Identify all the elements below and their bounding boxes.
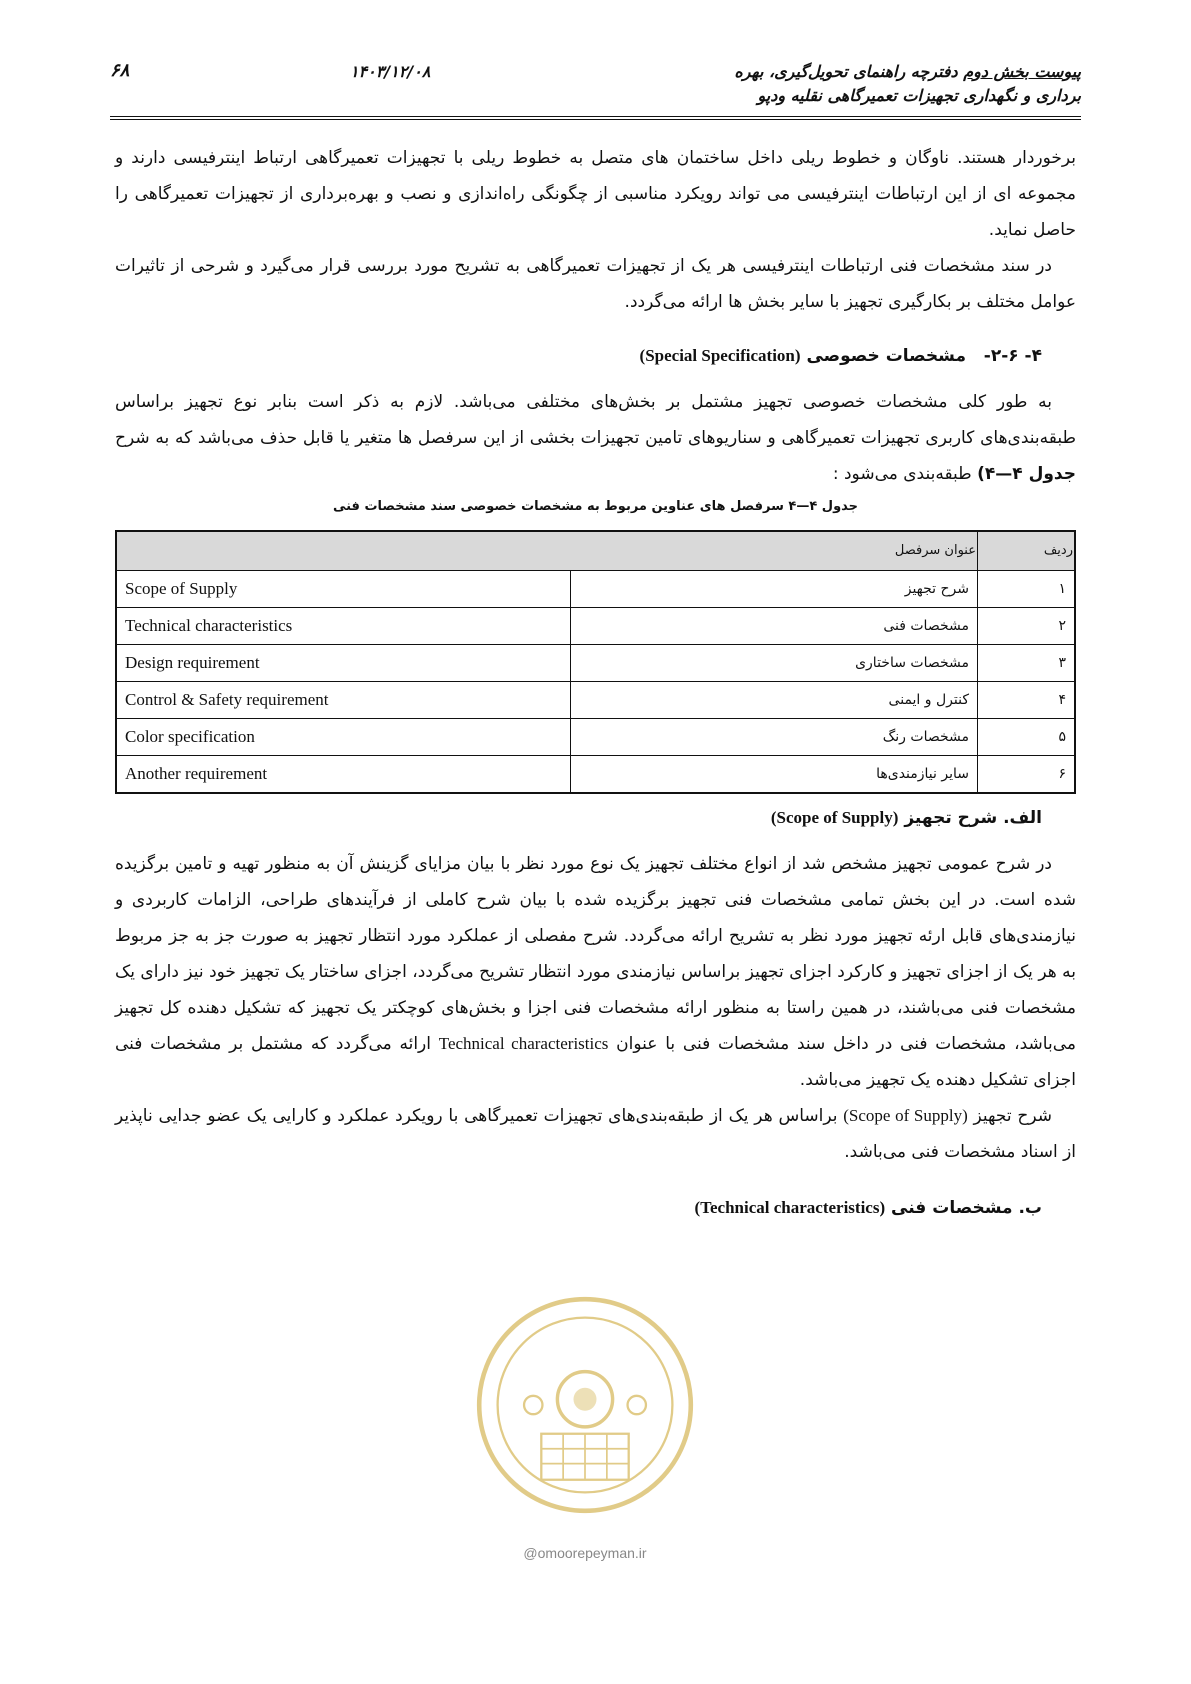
section-paragraph-text: به طور کلی مشخصات خصوصی تجهیز مشتمل بر بخش‌های مختلفی می‌باشد. لازم به ذکر است بنابر نوع تجهیز براساس طبقه‌بندی‌های کاربری تجهیزات تعمیرگاهی و سناریوهای تامین تجهیزات بخشی از این سرفصل ها متغیر یا قابل حذف می‌باشد که به شرح — [115, 392, 1076, 448]
row-title-fa: شرح تجهیز — [571, 571, 978, 608]
row-number: ۵ — [978, 719, 1076, 756]
subsection-a-text: در شرح عمومی تجهیز مشخص شد از انواع مختلف تجهیز یک نوع مورد نظر با بیان مزایای گزینش آن به منظور تهیه و تامین برگزیده شده است. در این بخش تمامی مشخصات فنی تجهیز برگزیده شده با بیان شرح کاملی از فرآیندهای طراحی، الزامات کاربردی و نیازمندی‌های قابل ارئه تجهیز مورد نظر به تشریح ارائه می‌گردد. شرح مفصلی از عملکرد مورد انتظار تجهیز به صورت جز به جز مربوط به هر یک از اجزای تجهیز و کارکرد اجزای تجهیز براساس نیازمندی مورد انتظار تشریح می‌گردد، اجزای ساختار یک تجهیز خود نیز دارای یک مشخصات فنی می‌باشند، در همین راستا به منظور ارائه مشخصات فنی اجزا و بخش‌های کوچکتر یک تجهیز که تشکیل دهنده کل تجهیز می‌باشد، مشخصات فنی در داخل سند مشخصات فنی با عنوان — [115, 854, 1076, 1054]
section-paragraph-tail: طبقه‌بندی می‌شود : — [832, 464, 978, 484]
header-title-line1: دفترچه راهنمای تحویل‌گیری، بهره — [734, 62, 964, 81]
row-title-fa: کنترل و ایمنی — [571, 682, 978, 719]
header-date: ۱۴۰۳/۱۲/۰۸ — [349, 62, 431, 81]
subsection-b-title-en: (Technical characteristics) — [694, 1198, 886, 1217]
row-title-fa: سایر نیازمندی‌ها — [571, 756, 978, 794]
row-number: ۱ — [978, 571, 1076, 608]
subsection-b-title-fa: ب. مشخصات فنی — [891, 1198, 1042, 1218]
row-title-en: Scope of Supply — [116, 571, 571, 608]
subsection-a-paragraph-1 — [115, 846, 1076, 1098]
row-title-en: Color specification — [116, 719, 571, 756]
row-number: ۳ — [978, 645, 1076, 682]
subsection-a-p2-latin: (Scope of Supply) — [843, 1106, 968, 1125]
table-row — [116, 719, 1075, 756]
table-row — [116, 608, 1075, 645]
section-paragraph — [115, 384, 1076, 492]
subsection-b-heading — [115, 1190, 1076, 1226]
subsection-a-latin: Technical characteristics — [438, 1034, 609, 1053]
section-title-en: (Special Specification) — [639, 346, 801, 365]
table-reference: جدول ۴—۴) — [977, 464, 1076, 484]
page-header — [110, 60, 1081, 120]
row-title-fa: مشخصات فنی — [571, 608, 978, 645]
subsection-a-tail: ارائه می‌گردد که مشتمل بر مشخصات فنی اجزای تشکیل دهنده یک تجهیز می‌باشد. — [115, 1034, 1076, 1090]
header-title — [651, 60, 1081, 108]
header-title-line2: برداری و نگهداری تجهیزات تعمیرگاهی نقلیه ودپو — [757, 86, 1081, 105]
table-header-row — [116, 531, 1075, 571]
section-title-fa: مشخصات خصوصی — [806, 346, 966, 366]
header-title-underlined: پیوست بخش دوم — [963, 62, 1081, 81]
row-number: ۶ — [978, 756, 1076, 794]
page-body — [115, 140, 1076, 1236]
subsection-a-paragraph-2 — [115, 1098, 1076, 1170]
subsection-a-p2-tail: براساس هر یک از طبقه‌بندی‌های تجهیزات تعمیرگاهی با رویکرد عملکرد و کارایی یک عضو جدایی ناپذیر از اسناد مشخصات فنی می‌باشد. — [115, 1106, 1076, 1162]
table-row — [116, 682, 1075, 719]
row-number: ۲ — [978, 608, 1076, 645]
spec-table — [115, 530, 1076, 794]
section-number: ۴- ۲-۶- — [983, 346, 1042, 366]
watermark-seal — [470, 1290, 700, 1520]
row-title-en: Control & Safety requirement — [116, 682, 571, 719]
intro-paragraph-1: برخوردار هستند. ناوگان و خطوط ریلی داخل ساختمان های متصل به خطوط ریلی با تجهیزات تعمیرگاهی ارتباط اینترفیسی دارند و مجموعه ای از این ارتباطات اینترفیسی می تواند رویکرد مناسبی از چگونگی راه‌اندازی و نصب و بهره‌برداری از تجهیزات تعمیرگاهی را حاصل نماید. — [115, 148, 1076, 240]
row-title-fa: مشخصات ساختاری — [571, 645, 978, 682]
subsection-a-p2-head: شرح تجهیز — [967, 1106, 1052, 1126]
subsection-a-title-en: (Scope of Supply) — [770, 808, 899, 827]
row-title-en: Another requirement — [116, 756, 571, 794]
intro-paragraph-2: در سند مشخصات فنی ارتباطات اینترفیسی هر یک از تجهیزات تعمیرگاهی به تشریح مورد بررسی قرار می‌گیرد و شرحی از تاثیرات عوامل مختلف بر بکارگیری تجهیز با سایر بخش ها ارائه می‌گردد. — [115, 256, 1076, 312]
table-row — [116, 756, 1075, 794]
table-row — [116, 571, 1075, 608]
subsection-a-heading — [115, 800, 1076, 836]
header-title: عنوان سرفصل — [116, 531, 978, 571]
page-number: ۶۸ — [110, 60, 130, 81]
watermark-site-text: @omoorepeyman.ir — [523, 1545, 647, 1561]
row-title-en: Technical characteristics — [116, 608, 571, 645]
row-title-fa: مشخصات رنگ — [571, 719, 978, 756]
section-heading — [115, 338, 1076, 374]
table-caption: جدول ۴—۴ سرفصل های عناوین مربوط به مشخصات خصوصی سند مشخصات فنی — [332, 499, 859, 514]
table-row — [116, 645, 1075, 682]
subsection-a-title-fa: الف. شرح تجهیز — [904, 808, 1042, 828]
row-title-en: Design requirement — [116, 645, 571, 682]
header-row-num: ردیف — [978, 531, 1076, 571]
row-number: ۴ — [978, 682, 1076, 719]
